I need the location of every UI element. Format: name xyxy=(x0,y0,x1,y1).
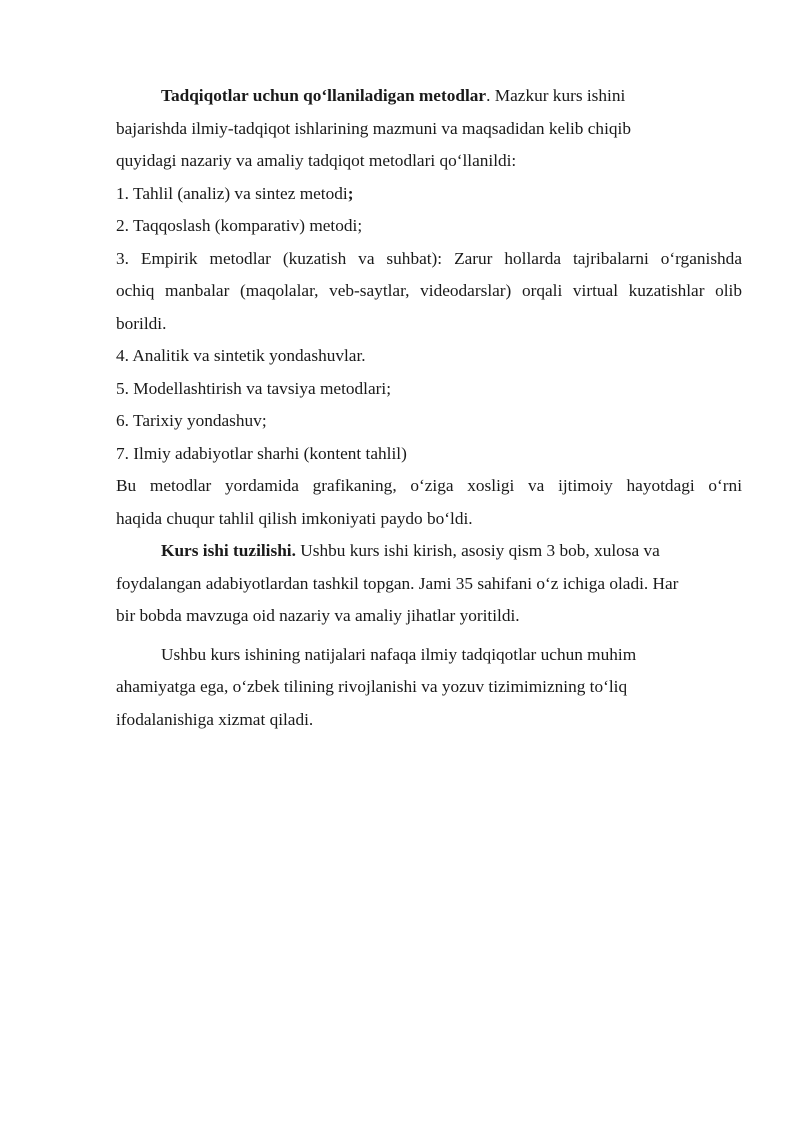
method-item-2: 2. Taqqoslash (komparativ) metodi; xyxy=(116,216,363,235)
method-item-1 xyxy=(116,178,742,211)
method-item-3-line-2: ochiq manbalar (maqolalar, veb-saytlar, videodarslar) orqali virtual kuzatishlar olib xyxy=(116,281,742,300)
methods-paragraph-line-1 xyxy=(116,80,742,113)
significance-paragraph-line-3: ifodalanishiga xizmat qiladi. xyxy=(116,709,314,729)
methods-paragraph-line-2: bajarishda ilmiy-tadqiqot ishlarining mazmuni va maqsadidan kelib chiqib xyxy=(116,118,631,138)
method-item-3-line-1: 3. Empirik metodlar (kuzatish va suhbat): Zarur hollarda tajribalarni o‘rganishda xyxy=(116,248,742,268)
method-item-7: 7. Ilmiy adabiyotlar sharhi (kontent tahlil) xyxy=(116,443,407,463)
method-item-4: 4. Analitik va sintetik yondashuvlar. xyxy=(116,346,366,365)
significance-paragraph-line-1: Ushbu kurs ishining natijalari nafaqa ilmiy tadqiqotlar uchun muhim xyxy=(161,644,637,664)
methods-heading-period: . xyxy=(486,86,491,105)
structure-paragraph-line-1 xyxy=(116,535,742,568)
methods-paragraph-line-3: quyidagi nazariy va amaliy tadqiqot metodlari qo‘llanildi: xyxy=(116,151,517,170)
methods-heading: Tadqiqotlar uchun qo‘llaniladigan metodlar xyxy=(161,86,487,105)
document-page xyxy=(116,80,742,736)
method-item-5: 5. Modellashtirish va tavsiya metodlari; xyxy=(116,378,392,398)
methods-conclusion-line-2: haqida chuqur tahlil qilish imkoniyati paydo bo‘ldi. xyxy=(116,508,473,528)
methods-conclusion-line-1: Bu metodlar yordamida grafikaning, o‘ziga xosligi va ijtimoiy hayotdagi o‘rni xyxy=(116,476,742,495)
method-item-3-line-3: borildi. xyxy=(116,313,167,333)
method-item-1-suffix: ; xyxy=(347,183,354,203)
structure-text: Ushbu kurs ishi kirish, asosiy qism 3 bob, xulosa va xyxy=(300,541,660,560)
structure-heading: Kurs ishi tuzilishi. xyxy=(161,541,296,560)
method-item-6: 6. Tarixiy yondashuv; xyxy=(116,411,267,430)
methods-intro-text: Mazkur kurs ishini xyxy=(494,86,626,105)
structure-paragraph-line-2: foydalangan adabiyotlardan tashkil topgan. Jami 35 sahifani o‘z ichiga oladi. Har xyxy=(116,573,679,593)
method-item-1-text: 1. Tahlil (analiz) va sintez metodi xyxy=(116,183,348,203)
significance-paragraph-line-2: ahamiyatga ega, o‘zbek tilining rivojlanishi va yozuv tizimimizning to‘liq xyxy=(116,677,628,696)
structure-paragraph-line-3: bir bobda mavzuga oid nazariy va amaliy jihatlar yoritildi. xyxy=(116,606,520,625)
